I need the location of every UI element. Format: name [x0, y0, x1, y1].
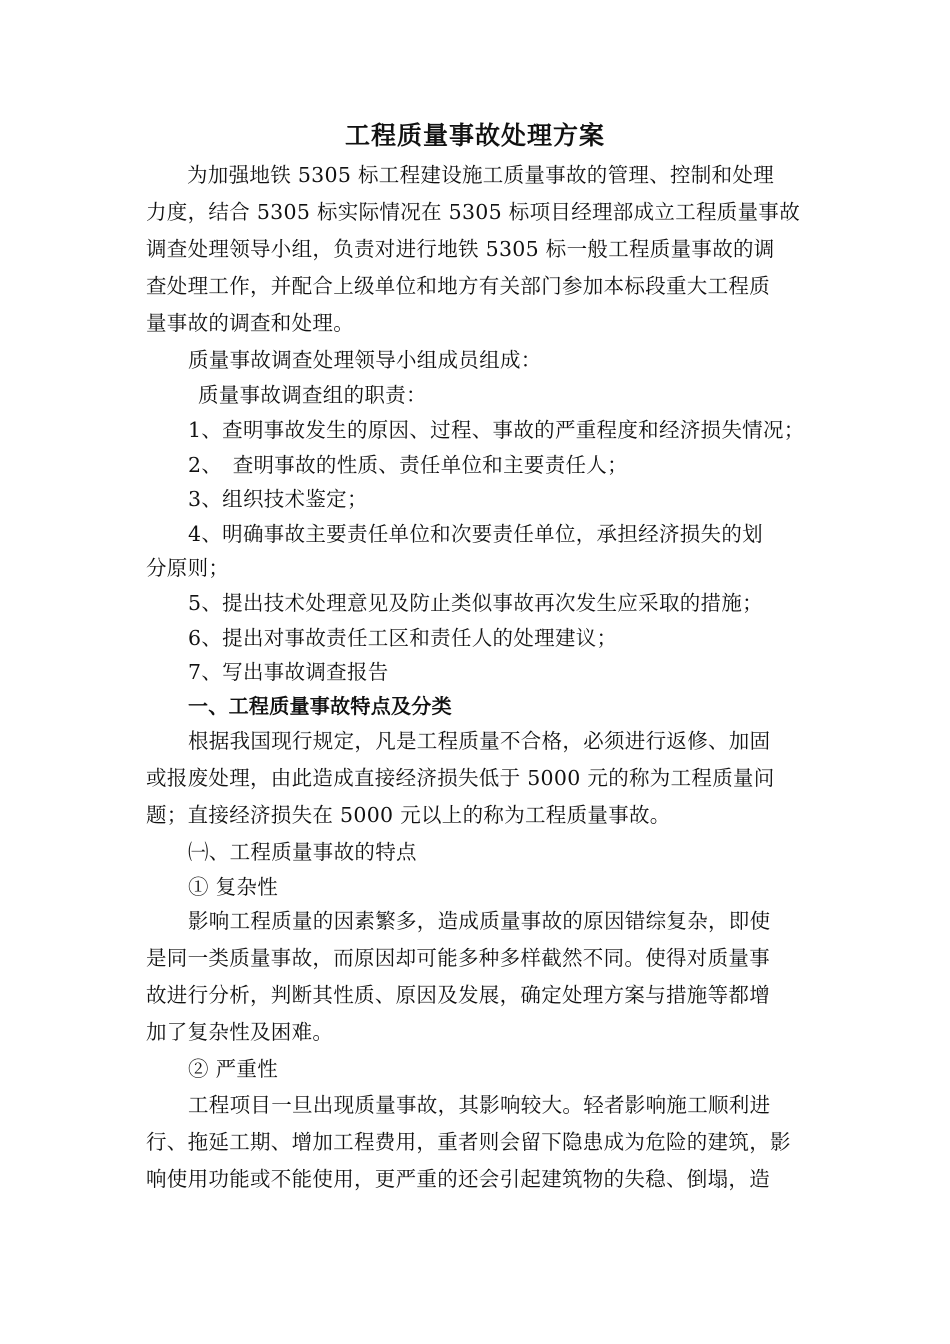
- paragraph-line: 是同一类质量事故，而原因却可能多种多样截然不同。使得对质量事: [146, 946, 770, 970]
- paragraph-line: 查处理工作，并配合上级单位和地方有关部门参加本标段重大工程质: [146, 274, 770, 298]
- list-item: 2、 查明事故的性质、责任单位和主要责任人；: [188, 453, 628, 477]
- list-item: 7、写出事故调查报告: [188, 660, 389, 684]
- list-item: 6、提出对事故责任工区和责任人的处理建议；: [188, 626, 618, 650]
- paragraph-line: 力度，结合 5305 标实际情况在 5305 标项目经理部成立工程质量事故: [146, 200, 801, 224]
- list-item: 4、明确事故主要责任单位和次要责任单位，承担经济损失的划: [188, 522, 763, 546]
- paragraph-line: 工程项目一旦出现质量事故，其影响较大。轻者影响施工顺利进: [188, 1093, 771, 1117]
- paragraph-line: 调查处理领导小组，负责对进行地铁 5305 标一般工程质量事故的调: [146, 237, 775, 261]
- paragraph-line: 量事故的调查和处理。: [146, 311, 354, 335]
- subsection-heading: ② 严重性: [188, 1057, 279, 1081]
- list-item: 1、查明事故发生的原因、过程、事故的严重程度和经济损失情况；: [188, 418, 805, 442]
- paragraph-line: 故进行分析，判断其性质、原因及发展，确定处理方案与措施等都增: [146, 983, 770, 1007]
- section-heading: 一、工程质量事故特点及分类: [188, 694, 452, 718]
- list-item: 5、提出技术处理意见及防止类似事故再次发生应采取的措施；: [188, 591, 763, 615]
- list-item: 分原则；: [146, 556, 230, 580]
- paragraph-line: 根据我国现行规定，凡是工程质量不合格，必须进行返修、加固: [188, 729, 771, 753]
- subsection-heading: ① 复杂性: [188, 875, 279, 899]
- paragraph-line: 质量事故调查组的职责：: [198, 383, 427, 407]
- paragraph-line: 质量事故调查处理领导小组成员组成：: [188, 348, 542, 372]
- document-title: 工程质量事故处理方案: [344, 121, 605, 150]
- paragraph-line: 为加强地铁 5305 标工程建设施工质量事故的管理、控制和处理: [187, 163, 775, 187]
- list-item: 3、组织技术鉴定；: [188, 487, 368, 511]
- subsection-heading: ㈠、工程质量事故的特点: [188, 840, 417, 864]
- paragraph-line: 响使用功能或不能使用，更严重的还会引起建筑物的失稳、倒塌，造: [146, 1167, 770, 1191]
- paragraph-line: 或报废处理，由此造成直接经济损失低于 5000 元的称为工程质量问: [146, 766, 775, 790]
- paragraph-line: 加了复杂性及困难。: [146, 1020, 334, 1044]
- paragraph-line: 行、拖延工期、增加工程费用，重者则会留下隐患成为危险的建筑，影: [146, 1130, 791, 1154]
- paragraph-line: 影响工程质量的因素繁多，造成质量事故的原因错综复杂，即使: [188, 909, 771, 933]
- paragraph-line: 题；直接经济损失在 5000 元以上的称为工程质量事故。: [146, 803, 671, 827]
